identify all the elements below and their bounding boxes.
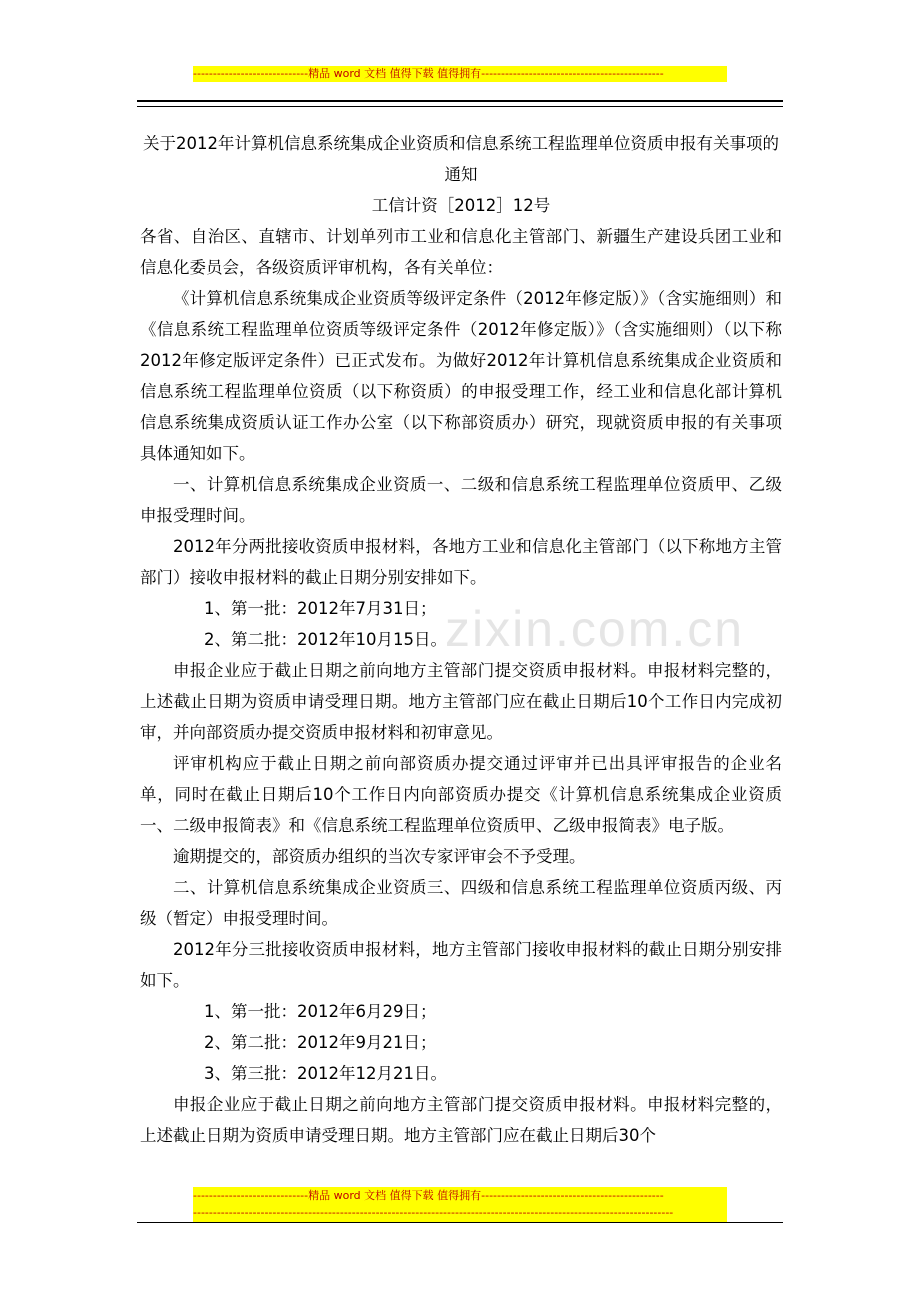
footer-banner	[193, 1187, 727, 1222]
paragraph-submission-2: 申报企业应于截止日期之前向地方主管部门提交资质申报材料。申报材料完整的，上述截止日期为资质申请受理日期。地方主管部门应在截止日期后30个	[140, 1095, 782, 1145]
footer-banner-dashes: -------------------------------------------------------------------------------------------------------------------------	[193, 1206, 674, 1219]
section-heading-1: 一、计算机信息系统集成企业资质一、二级和信息系统工程监理单位资质甲、乙级申报受理时间。	[140, 475, 782, 525]
document-title: 关于2012年计算机信息系统集成企业资质和信息系统工程监理单位资质申报有关事项的通知	[143, 134, 779, 184]
list-item: 3、第三批：2012年12月21日。	[204, 1064, 447, 1083]
paragraph-intro: 《计算机信息系统集成企业资质等级评定条件（2012年修定版）》（含实施细则）和《信息系统工程监理单位资质等级评定条件（2012年修定版）》（含实施细则）（以下称2012年修定版评定条件）已正式发布。为做好2012年计算机信息系统集成企业资质和信息系统工程监理单位资质（以下称资质）的申报受理工作，经工业和信息化部计算机信息系统集成资质认证工作办公室（以下称部资质办）研究，现就资质申报的有关事项具体通知如下。	[140, 289, 782, 463]
document-body	[140, 128, 782, 1151]
header-rule-thick	[137, 100, 783, 102]
header-banner-text: -----------------------------精品 word 文档 值得下载 值得拥有----------------------------------------------	[193, 67, 664, 80]
paragraph-late-notice: 逾期提交的，部资质办组织的当次专家评审会不予受理。	[173, 847, 586, 866]
paragraph-batches-1: 2012年分两批接收资质申报材料，各地方工业和信息化主管部门（以下称地方主管部门）接收申报材料的截止日期分别安排如下。	[140, 537, 782, 587]
list-item: 2、第二批：2012年9月21日；	[204, 1033, 437, 1052]
header-banner	[193, 66, 727, 82]
addressee: 各省、自治区、直辖市、计划单列市工业和信息化主管部门、新疆生产建设兵团工业和信息化委员会，各级资质评审机构，各有关单位：	[140, 227, 782, 277]
footer-rule	[137, 1222, 783, 1223]
header-rule-thin	[137, 106, 783, 107]
paragraph-review-agency: 评审机构应于截止日期之前向部资质办提交通过评审并已出具评审报告的企业名单，同时在截止日期后10个工作日内向部资质办提交《计算机信息系统集成企业资质一、二级申报简表》和《信息系统工程监理单位资质甲、乙级申报简表》电子版。	[140, 754, 782, 835]
list-item: 2、第二批：2012年10月15日。	[204, 630, 447, 649]
section-heading-2: 二、计算机信息系统集成企业资质三、四级和信息系统工程监理单位资质丙级、丙级（暂定）申报受理时间。	[140, 878, 782, 928]
paragraph-submission-1: 申报企业应于截止日期之前向地方主管部门提交资质申报材料。申报材料完整的，上述截止日期为资质申请受理日期。地方主管部门应在截止日期后10个工作日内完成初审，并向部资质办提交资质申报材料和初审意见。	[140, 661, 782, 742]
paragraph-batches-2: 2012年分三批接收资质申报材料，地方主管部门接收申报材料的截止日期分别安排如下。	[140, 940, 782, 990]
document-number: 工信计资［2012］12号	[371, 196, 551, 215]
footer-banner-text: -----------------------------精品 word 文档 值得下载 值得拥有----------------------------------------------	[193, 1189, 664, 1202]
list-item: 1、第一批：2012年6月29日；	[204, 1002, 437, 1021]
list-item: 1、第一批：2012年7月31日；	[204, 599, 437, 618]
watermark: zixin.com.cn	[445, 601, 745, 657]
